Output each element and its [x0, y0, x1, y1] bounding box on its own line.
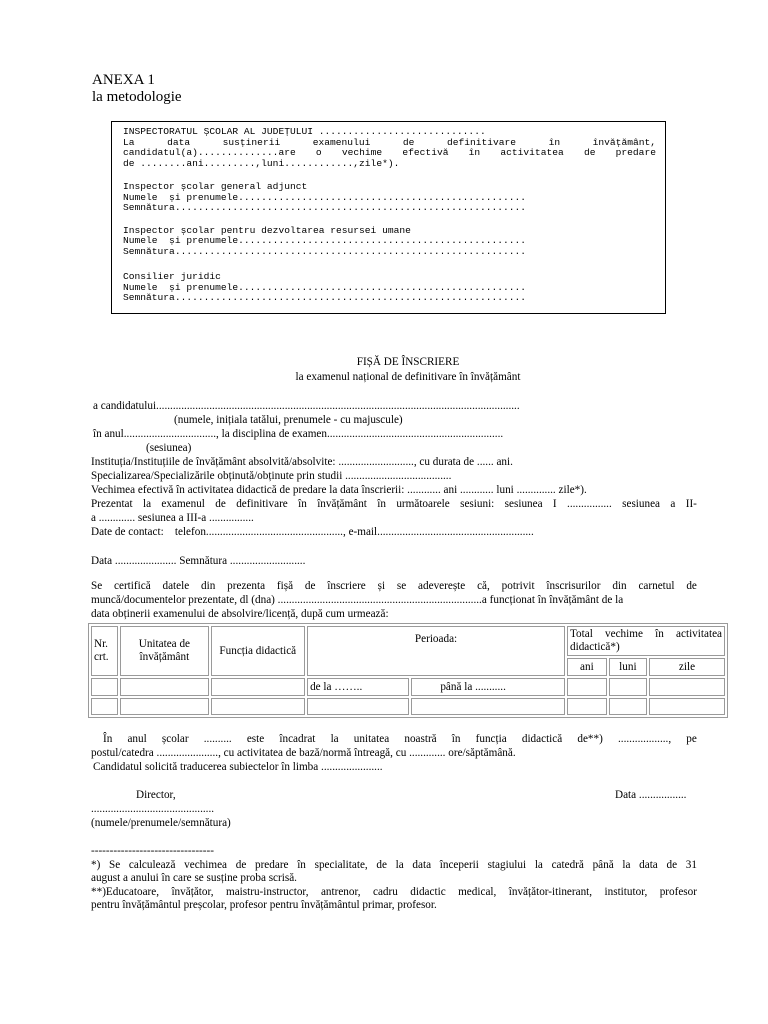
word: **)Educatoare,	[91, 886, 160, 898]
word: Se	[109, 859, 121, 871]
word: în	[298, 498, 307, 510]
word: certifică	[114, 580, 151, 592]
session-hint: (sesiunea)	[146, 442, 192, 454]
cell-function	[211, 698, 306, 715]
word: școlar	[161, 733, 189, 745]
word: de	[666, 859, 678, 871]
word: stagiului	[487, 859, 527, 871]
word: încadrat	[279, 733, 316, 745]
word: în	[548, 136, 561, 148]
word: se	[396, 580, 407, 592]
word: În	[103, 733, 113, 745]
cell-months	[609, 698, 647, 715]
word: începerii	[439, 859, 479, 871]
form-subtitle: la examenul național de definitivare în învățământ	[295, 371, 521, 383]
legal-advisor-name: Numele și prenumele..................................................	[123, 281, 527, 293]
word: este	[246, 733, 265, 745]
header-from: de la ……..	[307, 678, 409, 695]
word: învățător,	[171, 886, 214, 898]
word: de	[583, 147, 596, 159]
word: potrivit	[501, 580, 535, 592]
header-years: ani	[567, 658, 607, 676]
word: de	[686, 580, 697, 592]
word: predare	[615, 147, 656, 159]
cell-years	[567, 698, 607, 715]
word: în	[468, 147, 481, 159]
word: înscriere	[327, 580, 366, 592]
hr-inspector-title: Inspector școlar pentru dezvoltarea resursei umane	[123, 224, 411, 236]
cell-to	[411, 698, 565, 715]
header-unit: Unitatea de învățământ	[120, 626, 208, 676]
word: funcția	[475, 733, 507, 745]
word: datele	[162, 580, 190, 592]
director-signature-hint: (numele/prenumele/semnătura)	[91, 817, 231, 829]
word: ................	[567, 498, 612, 510]
date-label: Data .................	[615, 789, 687, 801]
word: *)	[91, 859, 101, 871]
hr-inspector-signature: Semnătura.............................................................	[123, 245, 527, 257]
candidate-line: a candidatului..................................................................................................................................	[93, 400, 520, 412]
word: învățător-itinerant,	[508, 886, 593, 898]
word: învățământ	[317, 498, 367, 510]
footnote-2	[91, 886, 697, 899]
word: pe	[686, 733, 697, 745]
header-days: zile	[649, 658, 725, 676]
word: de	[215, 498, 226, 510]
word: la	[142, 498, 152, 510]
director-signature-dots: ............................................	[91, 803, 215, 815]
sessions-line-2: a ............. sesiunea a III-a ................	[91, 512, 254, 524]
word: la	[395, 859, 404, 871]
word: ..................,	[617, 733, 672, 745]
footnote-1-line-2: august a anului în care se susține proba scrisă.	[91, 872, 297, 884]
word: definitivare	[446, 136, 517, 148]
institution-line: Instituția/Instituțiile de învățământ absolvită/absolvite: ..........................., cu durata de ...... ani.	[91, 456, 513, 468]
candidate-hint: (numele, inițiala tatălui, prenumele - cu majuscule)	[174, 414, 403, 426]
word: fișă	[276, 580, 294, 592]
inspectorate-line: INSPECTORATUL ȘCOLAR AL JUDEȚULUI .............................	[123, 126, 486, 137]
header-period: Perioada:	[307, 626, 565, 676]
word: în	[451, 733, 461, 745]
word: sesiunea	[622, 498, 661, 510]
word: maistru-instructor,	[226, 886, 309, 898]
word: de**)	[577, 733, 603, 745]
word: antrenor,	[320, 886, 361, 898]
cell-nr	[91, 678, 118, 695]
word: didactic	[410, 886, 446, 898]
annex-title: ANEXA 1	[92, 72, 155, 88]
word: examenul	[161, 498, 205, 510]
footnote-2-line-2: pentru învățământul preșcolar, profesor pentru învățământul primar, profesor.	[91, 899, 437, 911]
header-nr-crt: Nr. crt.	[91, 626, 118, 676]
seniority-table	[88, 623, 728, 718]
word: noastră	[404, 733, 437, 745]
word: înscrisurilor	[546, 580, 601, 592]
word: unitatea	[353, 733, 390, 745]
word: profesor	[659, 886, 697, 898]
word: de	[402, 136, 415, 148]
word: prezenta	[227, 580, 266, 592]
word: specialitate,	[314, 859, 368, 871]
annex-subtitle: la metodologie	[92, 89, 182, 105]
word: sesiuni:	[460, 498, 495, 510]
footnote-1	[91, 859, 697, 872]
word: și	[377, 580, 386, 592]
word: de	[235, 859, 247, 871]
sessions-line	[91, 498, 697, 511]
word: carnetul	[638, 580, 675, 592]
word: din	[201, 580, 216, 592]
certify-line-3: data obținerii examenului de absolvire/licență, după cum urmează:	[91, 608, 389, 620]
cell-days	[649, 678, 725, 695]
date-signature-line: Data ...................... Semnătura ...........................	[91, 555, 306, 567]
word: II-	[685, 498, 697, 510]
word: data	[412, 859, 432, 871]
word: efectivă	[402, 147, 449, 159]
certify-line-2: muncă/documentelor prezentate, dl (dna) .........................................................................a funcționat în învățământ de la	[91, 594, 624, 606]
certify-line	[91, 580, 697, 593]
seniority-values-line: de ........ani.........,luni............,zile*).	[123, 157, 400, 169]
word: data	[639, 859, 658, 871]
word: activitatea	[500, 147, 564, 159]
word: I	[552, 498, 557, 510]
word: definitivare	[236, 498, 288, 510]
cell-days	[649, 698, 725, 715]
cell-nr	[91, 698, 118, 715]
word: de	[376, 859, 387, 871]
contact-line: Date de contact: telefon................................................., e-mail........................................................	[91, 526, 534, 538]
word: vechimea	[184, 859, 228, 871]
translation-line: Candidatul solicită traducerea subiectelor în limba ......................	[93, 761, 383, 773]
form-title: FIȘĂ DE ÎNSCRIERE	[356, 356, 460, 368]
inspector-box	[111, 121, 666, 314]
deputy-inspector-signature: Semnătura.............................................................	[123, 202, 527, 214]
word: o	[315, 147, 322, 159]
cell-unit	[120, 698, 208, 715]
word: la	[534, 859, 543, 871]
word: la	[330, 733, 339, 745]
word: anul	[127, 733, 147, 745]
word: Se	[91, 580, 103, 592]
word: institutor,	[604, 886, 648, 898]
word: Prezentat	[91, 498, 133, 510]
word: 31	[685, 859, 697, 871]
word: ..........	[203, 733, 232, 745]
cell-function	[211, 678, 306, 695]
seniority-line: Vechimea efectivă în activitatea didactică de predare la data înscrierii: ............ ani ............ luni .............. zile*).	[91, 484, 587, 496]
header-to: până la ...........	[411, 678, 565, 695]
word: sesiunea	[504, 498, 543, 510]
school-year-line	[103, 733, 697, 746]
word: la	[622, 859, 631, 871]
word: candidatul(a)..............are	[123, 147, 296, 159]
post-line: postul/catedra ......................, cu activitatea de bază/normă întreagă, cu ............. ore/săptămână.	[91, 747, 516, 759]
word: cadru	[372, 886, 398, 898]
word: catedră	[551, 859, 584, 871]
word: susținerii	[222, 136, 281, 148]
cell-unit	[120, 678, 208, 695]
deputy-inspector-title: Inspector școlar general adjunct	[123, 181, 308, 192]
word: următoarele	[396, 498, 450, 510]
year-discipline-line: în anul................................., la disciplina de examen...............................................................	[93, 428, 504, 440]
word: învățământ,	[592, 136, 656, 148]
legal-advisor-signature: Semnătura.............................................................	[123, 292, 527, 304]
deputy-inspector-name: Numele și prenumele..................................................	[123, 191, 527, 203]
director-label: Director,	[136, 789, 176, 801]
word: medical,	[458, 886, 497, 898]
header-total-seniority: Total vechime în activitatea didactică*)	[567, 626, 725, 656]
word: a	[670, 498, 676, 510]
word: că,	[477, 580, 490, 592]
cell-months	[609, 678, 647, 695]
word: calculează	[128, 859, 176, 871]
word: în	[297, 859, 306, 871]
word: examenului	[312, 136, 371, 148]
word: adeverește	[418, 580, 466, 592]
word: de	[304, 580, 316, 592]
cell-years	[567, 678, 607, 695]
word: didactică	[521, 733, 563, 745]
legal-advisor-title: Consilier juridic	[123, 271, 221, 282]
specialization-line: Specializarea/Specializările obținută/obținute prin studii ......................................	[91, 470, 452, 482]
word: predare	[254, 859, 289, 871]
word: în	[377, 498, 386, 510]
header-months: luni	[609, 658, 647, 676]
hr-inspector-name: Numele și prenumele..................................................	[123, 235, 527, 247]
word: vechime	[341, 147, 383, 159]
footnote-separator: ---------------------------------	[91, 845, 214, 857]
header-function: Funcția didactică	[211, 626, 306, 676]
word: până	[592, 859, 614, 871]
word: data	[167, 136, 191, 148]
cell-from	[307, 698, 409, 715]
word: La	[123, 136, 135, 148]
word: din	[612, 580, 627, 592]
